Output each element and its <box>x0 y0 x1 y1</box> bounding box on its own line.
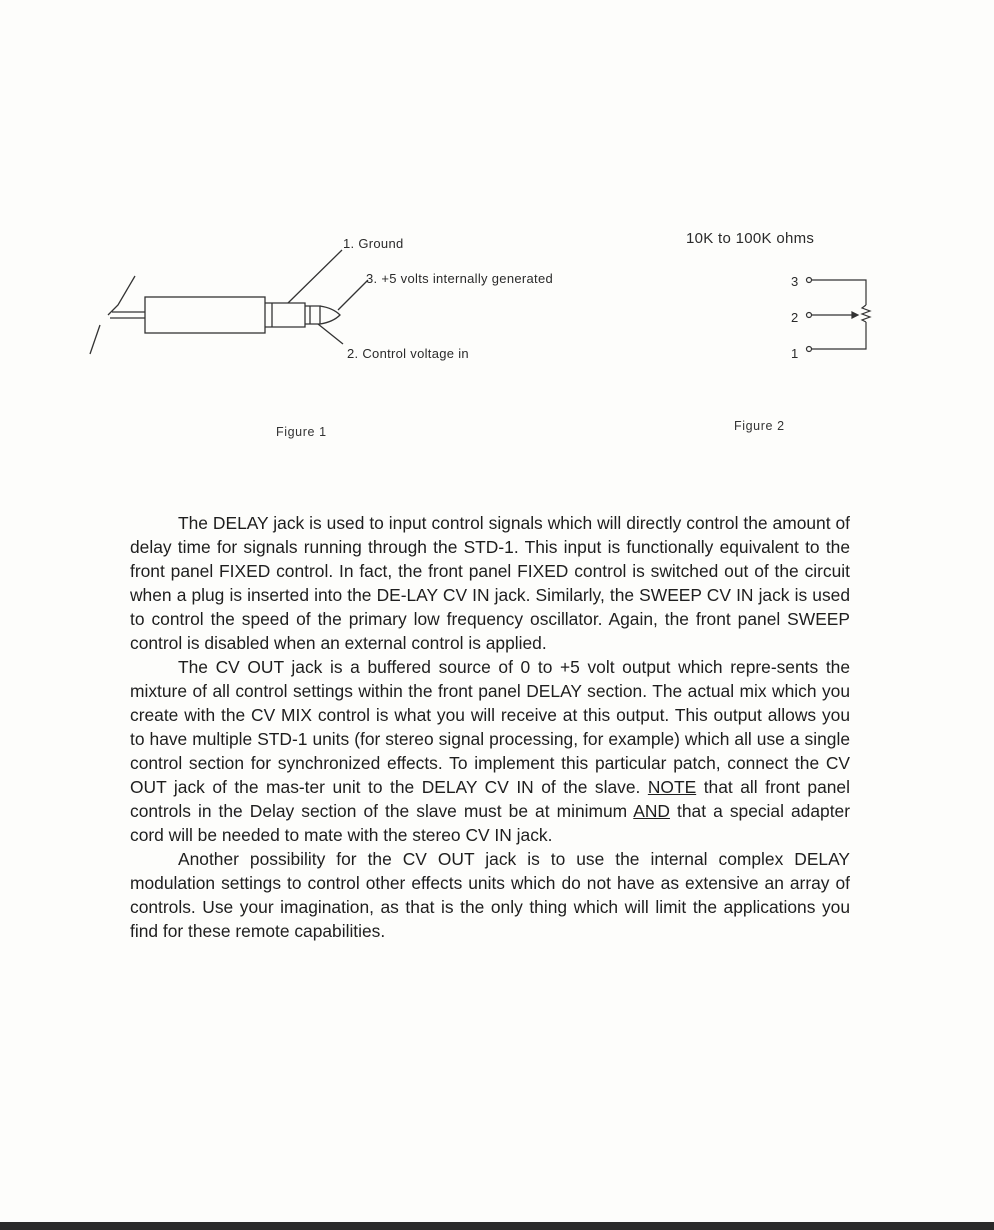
pin-2-label: 2 <box>791 310 799 325</box>
resistance-range-label: 10K to 100K ohms <box>686 230 815 247</box>
label-control-voltage: 2. Control voltage in <box>347 346 469 361</box>
label-plus-5-volts: 3. +5 volts internally generated <box>366 271 554 286</box>
figure-1-caption: Figure 1 <box>276 425 327 439</box>
cv-out-text-c: that a special adapter cord will be needed to mate with the stereo CV IN jack. <box>130 801 850 845</box>
paragraph-delay-jack: The DELAY jack is used to input control signals which will directly control the amount of delay time for signals running through the STD-1. This input is functionally equivalent to the front panel FIXED control. In fact, the front panel FIXED control is switched out of the circuit when a plug is inserted into the DE-LAY CV IN jack. Similarly, the SWEEP CV IN jack is used to control the speed of the primary low frequency oscillator. Again, the front panel SWEEP control is disabled when an external control is applied. <box>130 513 850 653</box>
label-ground: 1. Ground <box>343 236 404 251</box>
body-text <box>130 511 850 943</box>
and-emphasis: AND <box>633 801 670 821</box>
pin-3-label: 3 <box>791 274 799 289</box>
cv-out-text-b: that all front panel controls in the Delay section of the slave must be at minimum <box>130 777 850 821</box>
page-bottom-edge <box>0 1222 994 1230</box>
figure-1-plug-diagram <box>0 0 994 460</box>
pin-1-label: 1 <box>791 346 799 361</box>
cv-out-text-a: The CV OUT jack is a buffered source of 0 to +5 volt output which repre-sents the mixture of all control settings within the front panel DELAY section. The actual mix which you create with the CV MIX control is what you will receive at this output. This output allows you to have multiple STD-1 units (for stereo signal processing, for example) which all use a single control section for synchronized effects. To implement this particular patch, connect the CV OUT jack of the mas-ter unit to the DELAY CV IN of the slave. <box>130 657 850 797</box>
paragraph-cv-out <box>130 655 850 847</box>
figure-2-caption: Figure 2 <box>734 419 785 433</box>
paragraph-another-possibility: Another possibility for the CV OUT jack is to use the internal complex DELAY modulation settings to control other effects units which do not have as extensive an array of controls. Use your imagination, as that is the only thing which will limit the applications you find for these remote capabilities. <box>130 849 850 941</box>
note-emphasis: NOTE <box>647 777 697 797</box>
